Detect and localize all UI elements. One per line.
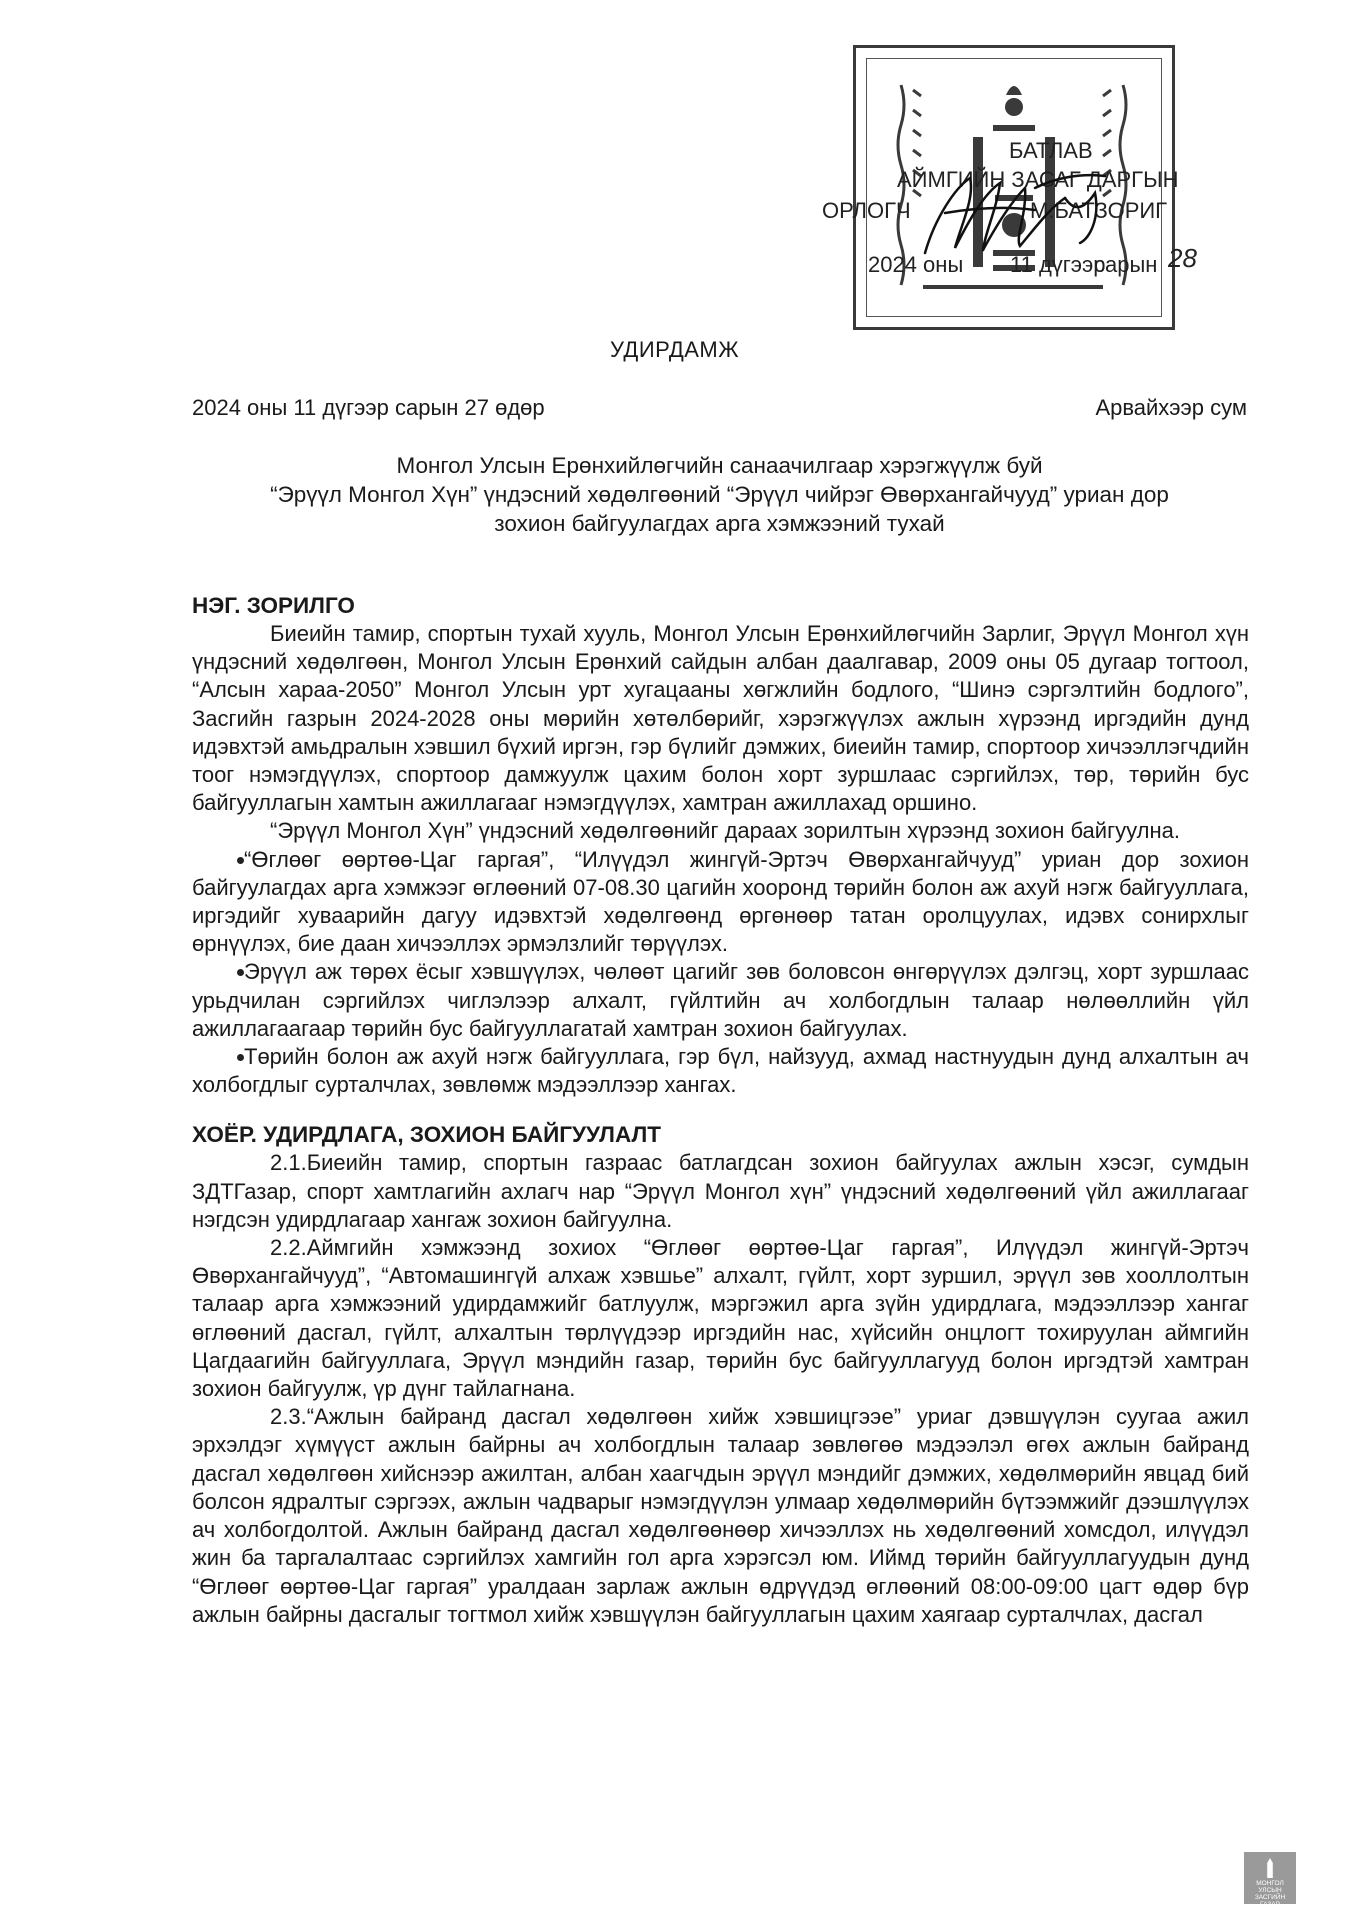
approval-month: 11 дүгээр [1010,252,1106,277]
title-line: зохион байгуулагдах арга хэмжээний тухай [494,511,945,536]
section-2-paragraph-2: 2.2.Аймгийн хэмжээнд зохиох “Өглөөг өөртөө-Цаг гаргая”, Илүүдэл жингүй-Эртэч Өвөрхангайчууд”, “Автомашингүй алхаж хэвшье” алхалт, гүйлт, хорт зуршил, эрүүл зөв хооллолтын талаар арга хэмжээний удирдамжийг батлуулж, мэргэжил арга зүйн удирдлага, мэдээллээр хангаг өглөөний дасгал, гүйлт, алхалтын төрлүүдээр иргэдийн нас, хүйсийн онцлогт тохируулан аймгийн Цагдаагийн байгууллага, Эрүүл мэндийн газар, төрийн бус байгууллагууд болон иргэдтэй хамтран зохион байгуулж, үр дүнг тайлагнана. [192,1235,1249,1402]
section-1-paragraph-2: “Эрүүл Монгол Хүн” үндэсний хөдөлгөөнийг дараах зорилтын хүрээнд зохион байгуулна. [270,818,1180,844]
section-1-heading: НЭГ. ЗОРИЛГО [192,593,355,618]
document-date: 2024 оны 11 дүгээр сарын 27 өдөр [192,395,545,420]
approval-year: 2024 оны [868,252,964,277]
document-type: УДИРДАМЖ [609,337,740,362]
title-line: Монгол Улсын Ерөнхийлөгчийн санаачилгаар хэрэгжүүлж буй [396,453,1043,478]
document-body [192,592,1249,1629]
bullet-dot-icon [237,857,244,864]
approval-position: АЙМГИЙН ЗАСАГ ДАРГЫН [897,167,1179,192]
approval-day-word: сарын [1094,252,1158,277]
approval-role: ОРЛОГЧ [822,198,911,223]
bullet-item [192,846,1249,959]
approval-day: 28 [1168,243,1197,273]
title-line: “Эрүүл Монгол Хүн” үндэсний хөдөлгөөний “Эрүүл чийрэг Өвөрхангайчууд” уриан дор [270,482,1169,507]
section-2-paragraph-1: 2.1.Биеийн тамир, спортын газраас батлагдсан зохион байгуулах ажлын хэсэг, сумдын ЗДТГазар, спорт хамтлагийн ахлагч нар “Эрүүл Монгол хүн” үндэсний хөдөлгөөний үйл ажиллагааг нэгдсэн удирдлагаар хангаж зохион байгуулна. [192,1150,1249,1232]
section-2-paragraph-3: 2.3.“Ажлын байранд дасгал хөдөлгөөн хийж хэвшицгээе” уриаг дэвшүүлэн суугаа ажил эрхэлдэг хүмүүст ажлын байрны ач холбогдлын талаар зөвлөгөө мэдээлэл өгөх ажлын байранд дасгал хөдөлгөөн хийснээр ажилтан, албан хаагчдын эрүүл мэндийг дэмжих, хөдөлмөрийн явцад бий болсон ядралтыг сэргээх, ажлын чадварыг нэмэгдүүлэн улмаар хөдөлмөрийн бүтээмжийг дээшлүүлэх ач холбогдолтой. Ажлын байранд дасгал хөдөлгөөнөөр хичээллэх нь хөдөлгөөний хомсдол, илүүдэл жин ба таргалалтаас сэргийлэх хамгийн гол арга хэрэгсэл юм. Иймд төрийн байгууллагуудын дунд “Өглөөг өөртөө-Цаг гаргая” уралдаан зарлаж ажлын өдрүүдэд өглөөний 08:00-09:00 цагт өдөр бүр ажлын байрны дасгалыг тогтмол хийж хэвшүүлэн байгууллагын цахим хаягаар сурталчлах, дасгал [192,1404,1249,1627]
bullet-dot-icon [237,1054,244,1061]
bullet-text: Төрийн болон аж ахуй нэгж байгууллага, гэр бүл, найзууд, ахмад настнуудын дунд алхалтын ач холбогдлыг сурталчлах, зөвлөмж мэдээллээр хангах. [192,1044,1249,1098]
section-1-paragraph-1: Биеийн тамир, спортын тухай хууль, Монгол Улсын Ерөнхийлөгчийн Зарлиг, Эрүүл Монгол хүн үндэсний хөдөлгөөн, Монгол Улсын Ерөнхий сайдын албан даалгавар, 2009 оны 05 дугаар тогтоол, “Алсын хараа-2050” Монгол Улсын урт хугацааны хөгжлийн бодлого, “Шинэ сэргэлтийн бодлого”, Засгийн газрын 2024-2028 оны мөрийн хөтөлбөрийг, хэрэгжүүлэх ажлын хүрээнд иргэдийн дунд идэвхтэй амьдралын хэвшил бүхий иргэн, гэр бүлийг дэмжих, биеийн тамир, спортоор хичээллэгчдийн тоог нэмэгдүүлэх, спортоор дамжуулж цахим болон хорт зуршлаас сэргийлэх, төр, төрийн бус байгууллагын хамтын ажиллагааг нэмэгдүүлэх, хамтран ажиллахад оршино. [192,621,1249,816]
document-place: Арвайхээр сум [1095,395,1247,420]
approval-name: М.БАТЗОРИГ [1030,198,1168,223]
bullet-dot-icon [237,969,244,976]
section-2-heading: ХОЁР. УДИРДЛАГА, ЗОХИОН БАЙГУУЛАЛТ [192,1122,662,1148]
bullet-text: Эрүүл аж төрөх ёсыг хэвшүүлэх, чөлөөт цагийг зөв боловсон өнгөрүүлэх дэлгэц, хорт зуршлаас урьдчилан сэргийлэх чиглэлээр алхалт, гүйлтийн ач холбогдлын талаар нөлөөллийн үйл ажиллагаагаар төрийн бус байгууллагатай хамтран зохион байгуулах. [192,959,1249,1041]
government-logo [1244,1852,1296,1908]
soyombo-icon [1263,1858,1277,1878]
bullet-text: “Өглөөг өөртөө-Цаг гаргая”, “Илүүдэл жингүй-Эртэч Өвөрхангайчууд” уриан дор зохион байгуулагдах арга хэмжээг өглөөний 07-08.30 цагийн хооронд төрийн болон аж ахуй нэгж байгууллага, иргэдийг хуваарийн дагуу идэвхтэй хөдөлгөөнд өргөнөөр татан оролцуулах, идэвх сонирхлыг өрнүүлэх, бие даан хичээллэх эрмэлзлийг төрүүлэх. [192,846,1249,957]
approval-title: БАТЛАВ [1009,138,1093,163]
bullet-item [192,958,1249,1043]
signature-icon [915,158,1120,268]
bullet-item [192,1043,1249,1099]
logo-caption: МОНГОЛ УЛСЫН ЗАСГИЙН ГАЗАР [1254,1880,1286,1908]
document-title [192,451,1247,538]
